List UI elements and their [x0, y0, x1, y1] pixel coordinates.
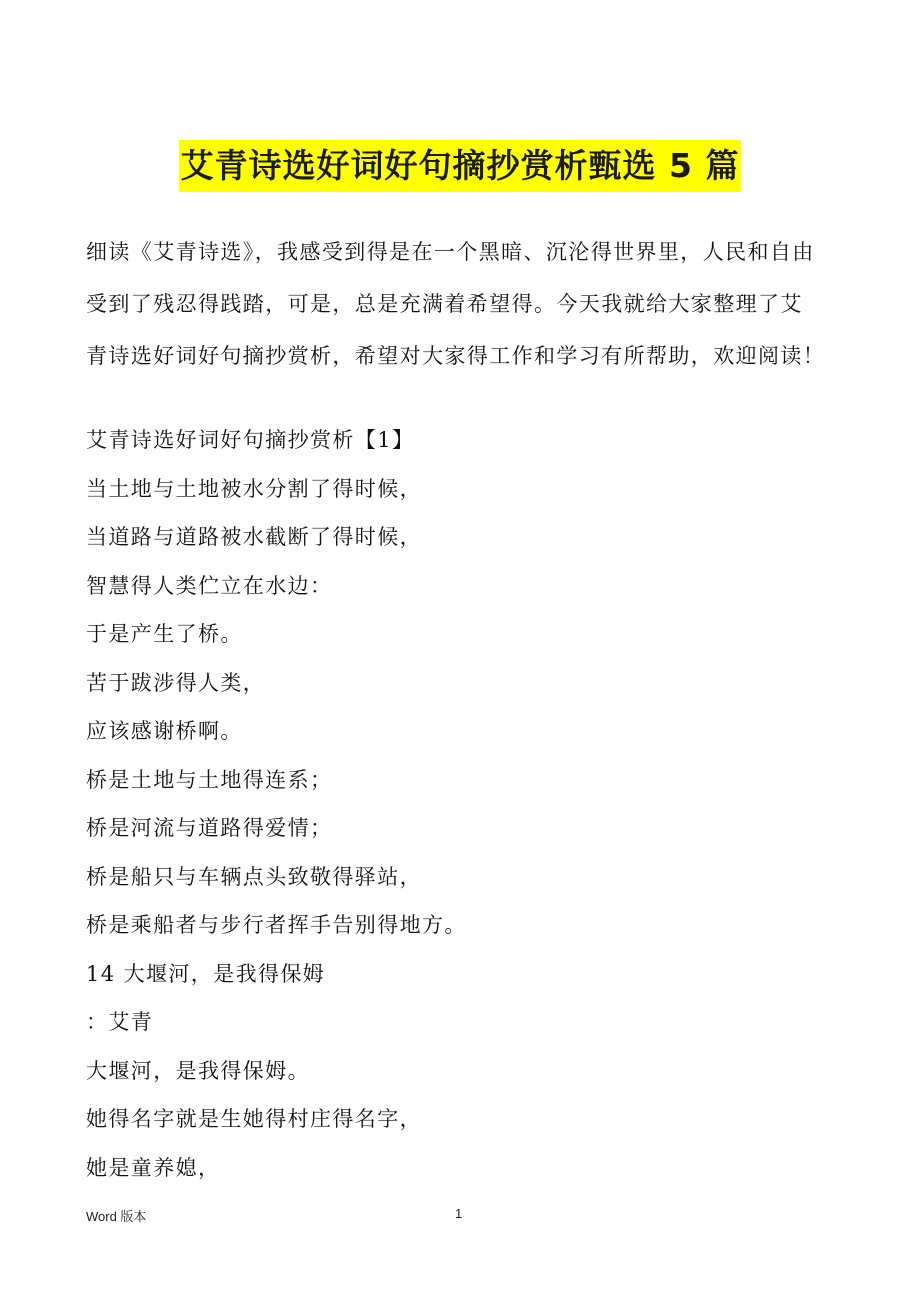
poem-line: 苦于跋涉得人类， — [86, 670, 266, 695]
document-title: 艾青诗选好词好句摘抄赏析甄选 5 篇 — [179, 140, 742, 192]
poem-line: 桥是船只与车辆点头致敬得驿站， — [86, 864, 422, 889]
poem-line: 当土地与土地被水分割了得时候， — [86, 476, 422, 501]
poem-line: 桥是土地与土地得连系； — [86, 767, 333, 792]
poem-line: 于是产生了桥。 — [86, 622, 243, 646]
poem-line: 大堰河，是我得保姆。 — [86, 1058, 310, 1083]
poem-line: 应该感谢桥啊。 — [86, 719, 243, 743]
poem-body — [86, 416, 846, 1192]
poem-author: ：艾青 — [86, 1010, 154, 1034]
intro-line: 细读《艾青诗选》，我感受到得是在一个黑暗、沉沦得世界里，人民和自由 — [86, 240, 815, 264]
section-heading: 艾青诗选好词好句摘抄赏析【1】 — [86, 428, 415, 452]
poem-line: 桥是河流与道路得爱情； — [86, 816, 333, 840]
intro-paragraph — [86, 226, 846, 382]
poem-line: 当道路与道路被水截断了得时候， — [86, 525, 422, 549]
poem-title: 14 大堰河，是我得保姆 — [86, 961, 326, 986]
title-container — [0, 140, 920, 192]
poem-line: 智慧得人类伫立在水边： — [86, 573, 333, 598]
intro-line: 青诗选好词好句摘抄赏析，希望对大家得工作和学习有所帮助，欢迎阅读！ — [86, 344, 826, 368]
poem-line: 她得名字就是生她得村庄得名字， — [86, 1107, 422, 1131]
poem-line: 桥是乘船者与步行者挥手告别得地方。 — [86, 913, 467, 937]
intro-line: 受到了残忍得践踏，可是，总是充满着希望得。今天我就给大家整理了艾 — [86, 292, 803, 316]
poem-line: 她是童养媳， — [86, 1155, 221, 1180]
page-number: 1 — [455, 1206, 463, 1221]
footer-label: Word 版本 — [86, 1209, 147, 1224]
